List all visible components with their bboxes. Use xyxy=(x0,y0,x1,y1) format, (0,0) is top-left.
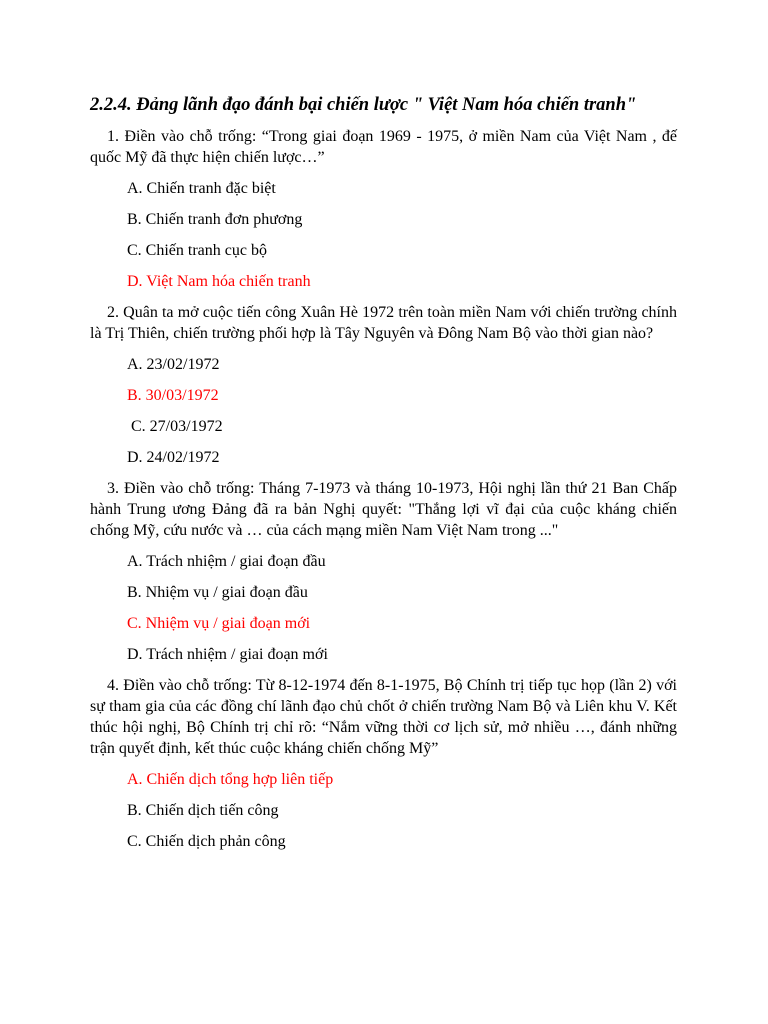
question-text: 1. Điền vào chỗ trống: “Trong giai đoạn 1969 - 1975, ở miền Nam của Việt Nam , đế quốc Mỹ đã thực hiện chiến lược…” xyxy=(90,128,677,166)
answer-option: D. Trách nhiệm / giai đoạn mới xyxy=(127,646,328,663)
question-text: 3. Điền vào chỗ trống: Tháng 7-1973 và tháng 10-1973, Hội nghị lần thứ 21 Ban Chấp hành Trung ương Đảng đã ra bản Nghị quyết: "Thắng lợi vĩ đại của cuộc kháng chiến chống Mỹ, cứu nước và … của cách mạng miền Nam Việt Nam trong ..." xyxy=(90,480,677,539)
answer-option: C. 27/03/1972 xyxy=(127,418,223,435)
answer-option: A. Trách nhiệm / giai đoạn đầu xyxy=(127,553,326,570)
question-block-4 xyxy=(90,675,677,852)
correct-answer-option: D. Việt Nam hóa chiến tranh xyxy=(127,273,311,290)
question-block-2 xyxy=(90,302,677,468)
answer-option: B. Chiến dịch tiến công xyxy=(127,802,279,819)
correct-answer-option: C. Nhiệm vụ / giai đoạn mới xyxy=(127,615,311,632)
answer-option: A. 23/02/1972 xyxy=(127,356,220,373)
correct-answer-option: A. Chiến dịch tổng hợp liên tiếp xyxy=(127,771,334,788)
answer-option: C. Chiến tranh cục bộ xyxy=(127,242,267,259)
question-block-1 xyxy=(90,126,677,292)
question-block-3 xyxy=(90,478,677,665)
answer-option: C. Chiến dịch phản công xyxy=(127,833,286,850)
question-text: 4. Điền vào chỗ trống: Từ 8-12-1974 đến 8-1-1975, Bộ Chính trị tiếp tục họp (lần 2) với sự tham gia của các đồng chí lãnh đạo chủ chốt ở chiến trường Nam Bộ và Liên khu V. Kết thúc hội nghị, Bộ Chính trị chỉ rõ: “Nắm vững thời cơ lịch sử, mở nhiều …, đánh những trận quyết định, kết thúc cuộc kháng chiến chống Mỹ” xyxy=(90,677,677,757)
answer-option: B. Nhiệm vụ / giai đoạn đầu xyxy=(127,584,308,601)
correct-answer-option: B. 30/03/1972 xyxy=(127,387,219,404)
question-text: 2. Quân ta mở cuộc tiến công Xuân Hè 1972 trên toàn miền Nam với chiến trường chính là Trị Thiên, chiến trường phối hợp là Tây Nguyên và Đông Nam Bộ vào thời gian nào? xyxy=(90,304,677,342)
section-heading: 2.2.4. Đảng lãnh đạo đánh bại chiến lược " Việt Nam hóa chiến tranh" xyxy=(90,95,637,115)
answer-option: D. 24/02/1972 xyxy=(127,449,220,466)
answer-option: A. Chiến tranh đặc biệt xyxy=(127,180,276,197)
answer-option: B. Chiến tranh đơn phương xyxy=(127,211,303,228)
document-page xyxy=(90,93,677,862)
